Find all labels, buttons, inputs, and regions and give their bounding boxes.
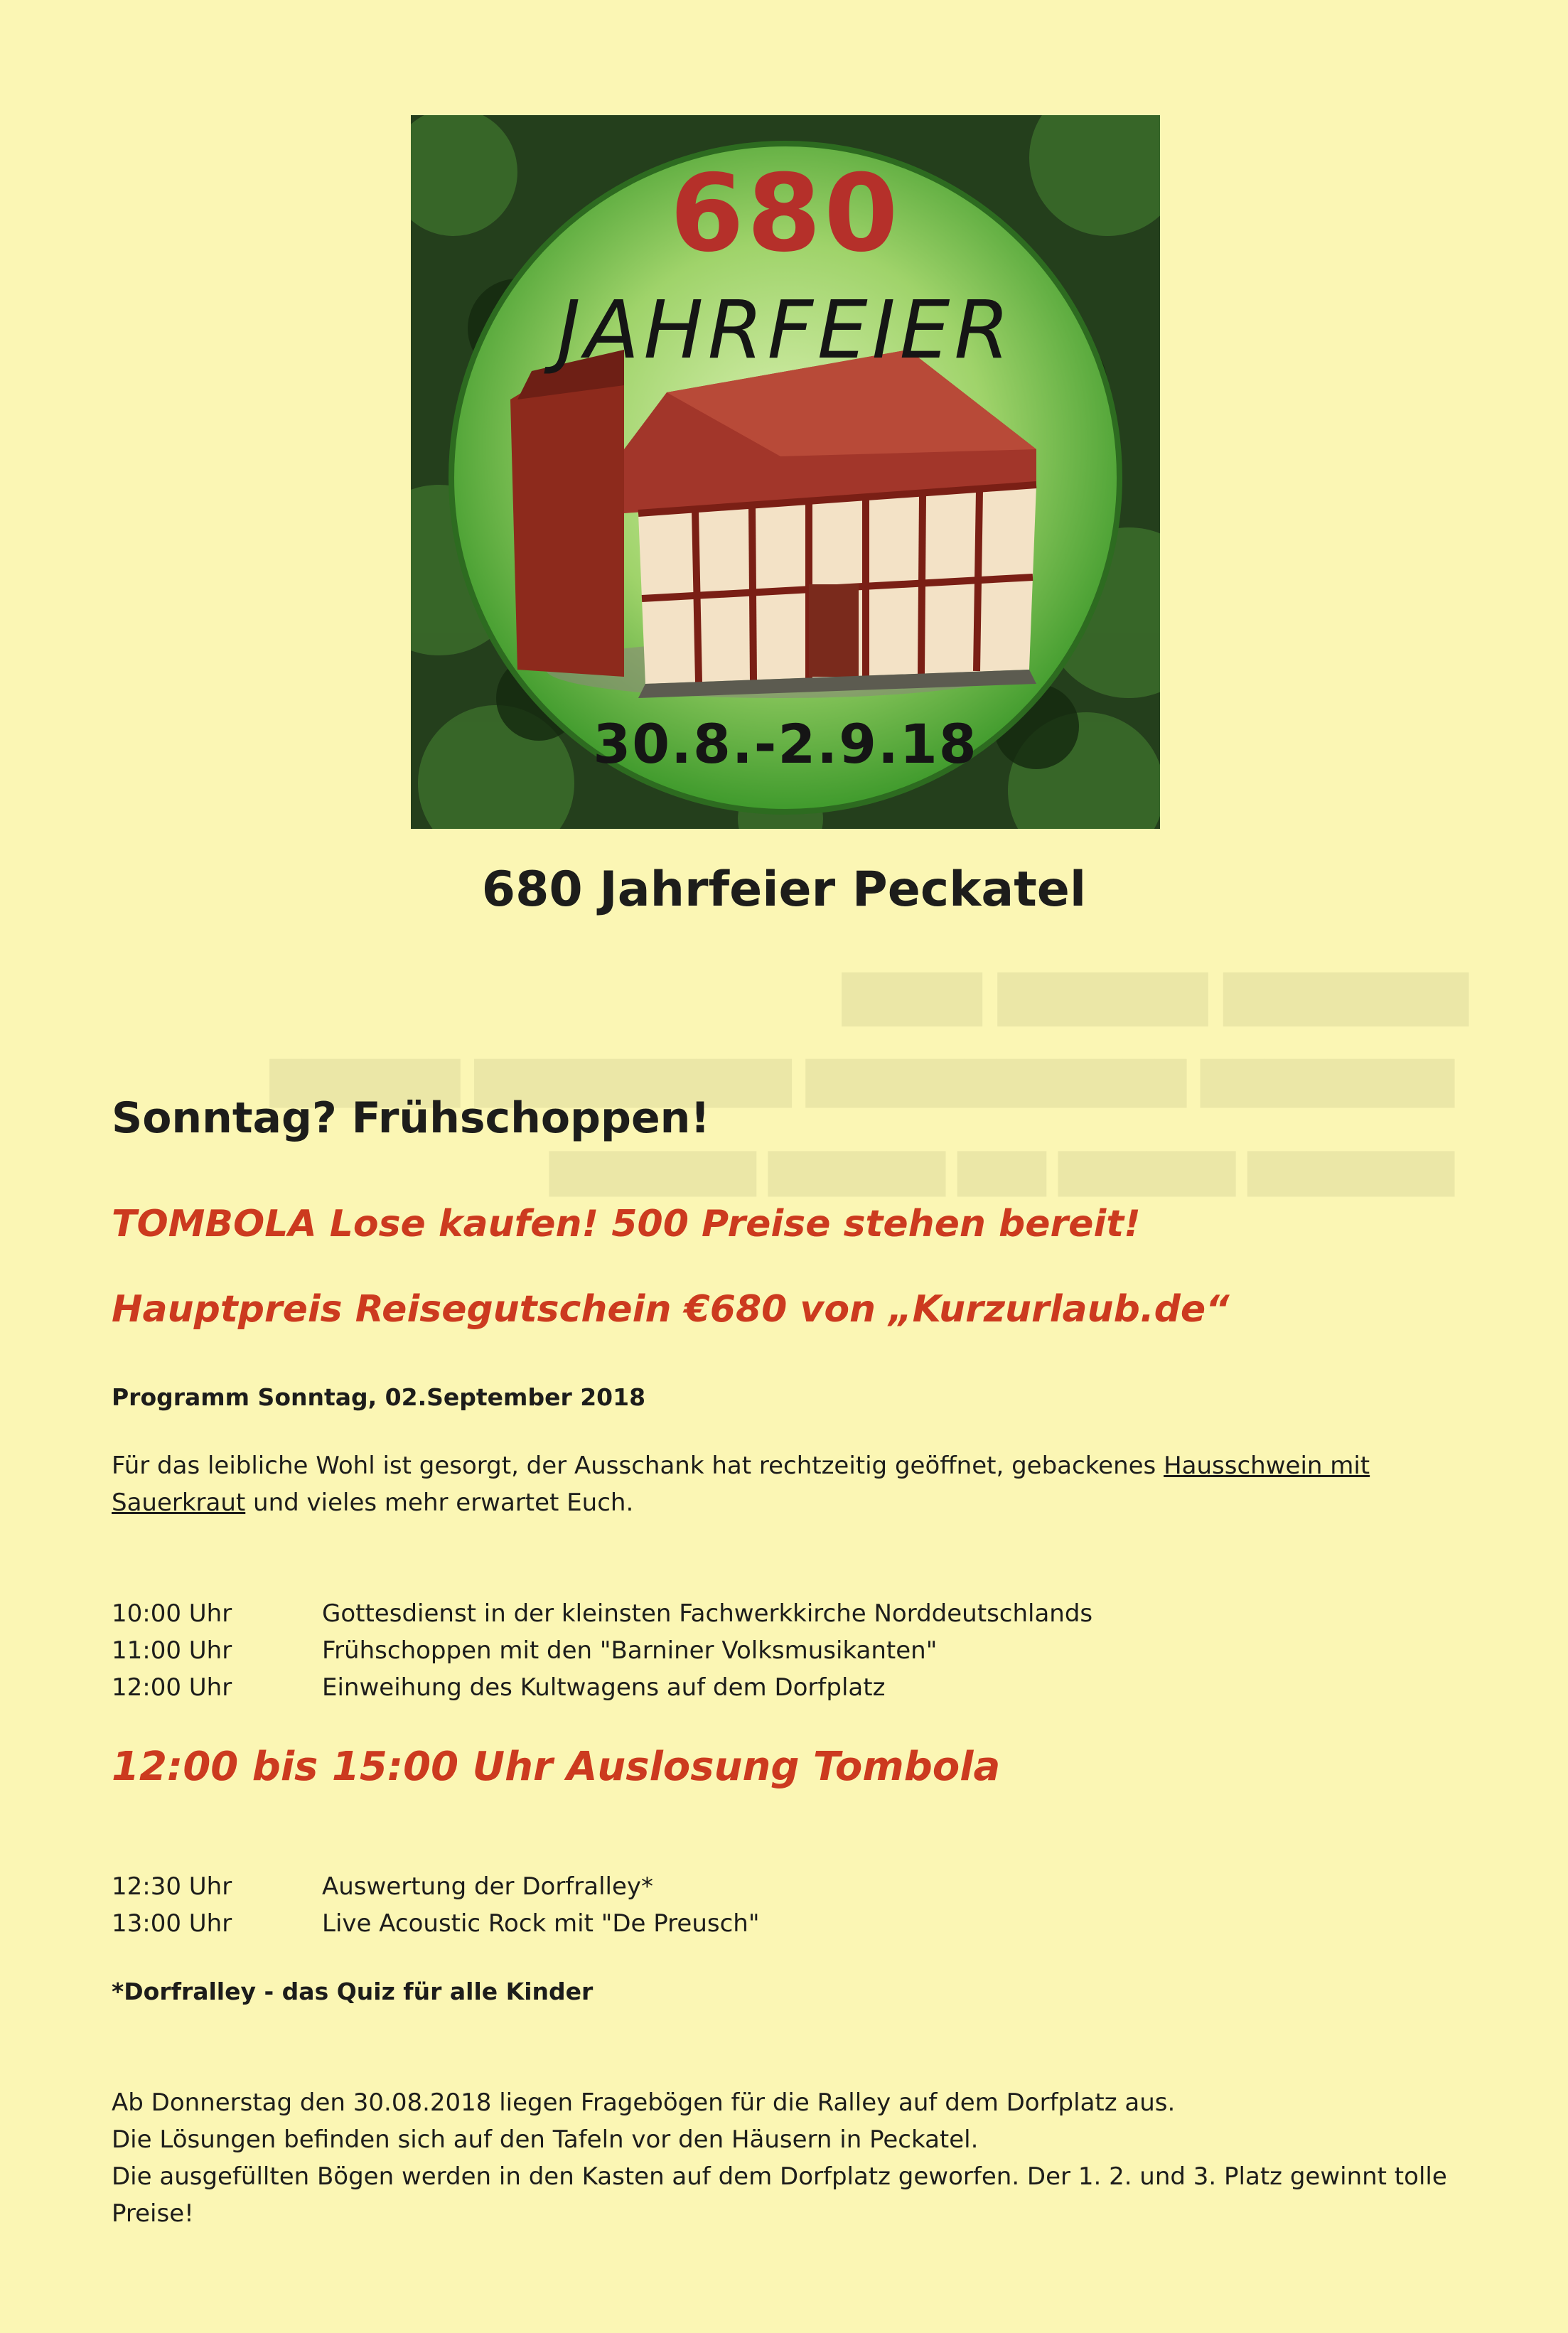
intro-underlined-text: Hausschwein mit Sauerkraut	[112, 1452, 1370, 1517]
main-prize-line: Hauptpreis Reisegutschein €680 von „Kurzurlaub.de“	[112, 1288, 1230, 1331]
schedule-row	[112, 1905, 1462, 1942]
schedule-time: 13:00 Uhr	[112, 1909, 232, 1938]
intro-text-before: Für das leibliche Wohl ist gesorgt, der Ausschank hat rechtzeitig geöffnet, gebackenes	[112, 1452, 1164, 1480]
rally-instructions	[112, 2084, 1462, 2232]
schedule-description: Auswertung der Dorfralley*	[322, 1872, 654, 1901]
program-heading: Programm Sonntag, 02.September 2018	[112, 1383, 646, 1411]
schedule-time: 10:00 Uhr	[112, 1599, 232, 1628]
poster-word: JAHRFEIER	[557, 284, 1014, 377]
show-through-decoration: ███████ ██████ ████ ████████ ████████████ ██████████ ██████ ███████ ██████ ███ ██████ ███████	[269, 974, 1468, 1196]
schedule-block-2	[112, 1868, 1462, 1942]
instruction-line: Die ausgefüllten Bögen werden in den Kasten auf dem Dorfplatz geworfen. Der 1. 2. und 3. Platz gewinnt tolle Preise!	[112, 2162, 1447, 2228]
schedule-description: Live Acoustic Rock mit "De Preusch"	[322, 1909, 760, 1938]
tombola-draw-line: 12:00 bis 15:00 Uhr Auslosung Tombola	[112, 1744, 1001, 1790]
page-title: 680 Jahrfeier Peckatel	[481, 862, 1087, 918]
rally-footnote: *Dorfralley - das Quiz für alle Kinder	[112, 1978, 594, 2005]
schedule-block-1	[112, 1595, 1462, 1706]
poster-number: 680	[670, 152, 901, 276]
sunday-heading: Sonntag? Frühschoppen!	[112, 1093, 710, 1143]
intro-text-after: und vieles mehr erwartet Euch.	[245, 1489, 634, 1517]
tombola-line: TOMBOLA Lose kaufen! 500 Preise stehen bereit!	[112, 1203, 1141, 1245]
schedule-row	[112, 1868, 1462, 1905]
schedule-row	[112, 1595, 1462, 1632]
schedule-time: 12:00 Uhr	[112, 1673, 232, 1702]
schedule-row	[112, 1632, 1462, 1669]
poster-date: 30.8.-2.9.18	[593, 712, 978, 776]
instruction-line: Die Lösungen befinden sich auf den Tafeln vor den Häusern in Peckatel.	[112, 2125, 979, 2154]
intro-paragraph	[112, 1447, 1434, 1521]
instruction-line: Ab Donnerstag den 30.08.2018 liegen Fragebögen für die Ralley auf dem Dorfplatz aus.	[112, 2088, 1176, 2117]
schedule-description: Gottesdienst in der kleinsten Fachwerkkirche Norddeutschlands	[322, 1599, 1093, 1628]
schedule-time: 11:00 Uhr	[112, 1636, 232, 1665]
schedule-time: 12:30 Uhr	[112, 1872, 232, 1901]
schedule-description: Frühschoppen mit den "Barniner Volksmusikanten"	[322, 1636, 938, 1665]
schedule-row	[112, 1669, 1462, 1706]
anniversary-poster-image	[411, 115, 1160, 829]
schedule-description: Einweihung des Kultwagens auf dem Dorfplatz	[322, 1673, 886, 1702]
